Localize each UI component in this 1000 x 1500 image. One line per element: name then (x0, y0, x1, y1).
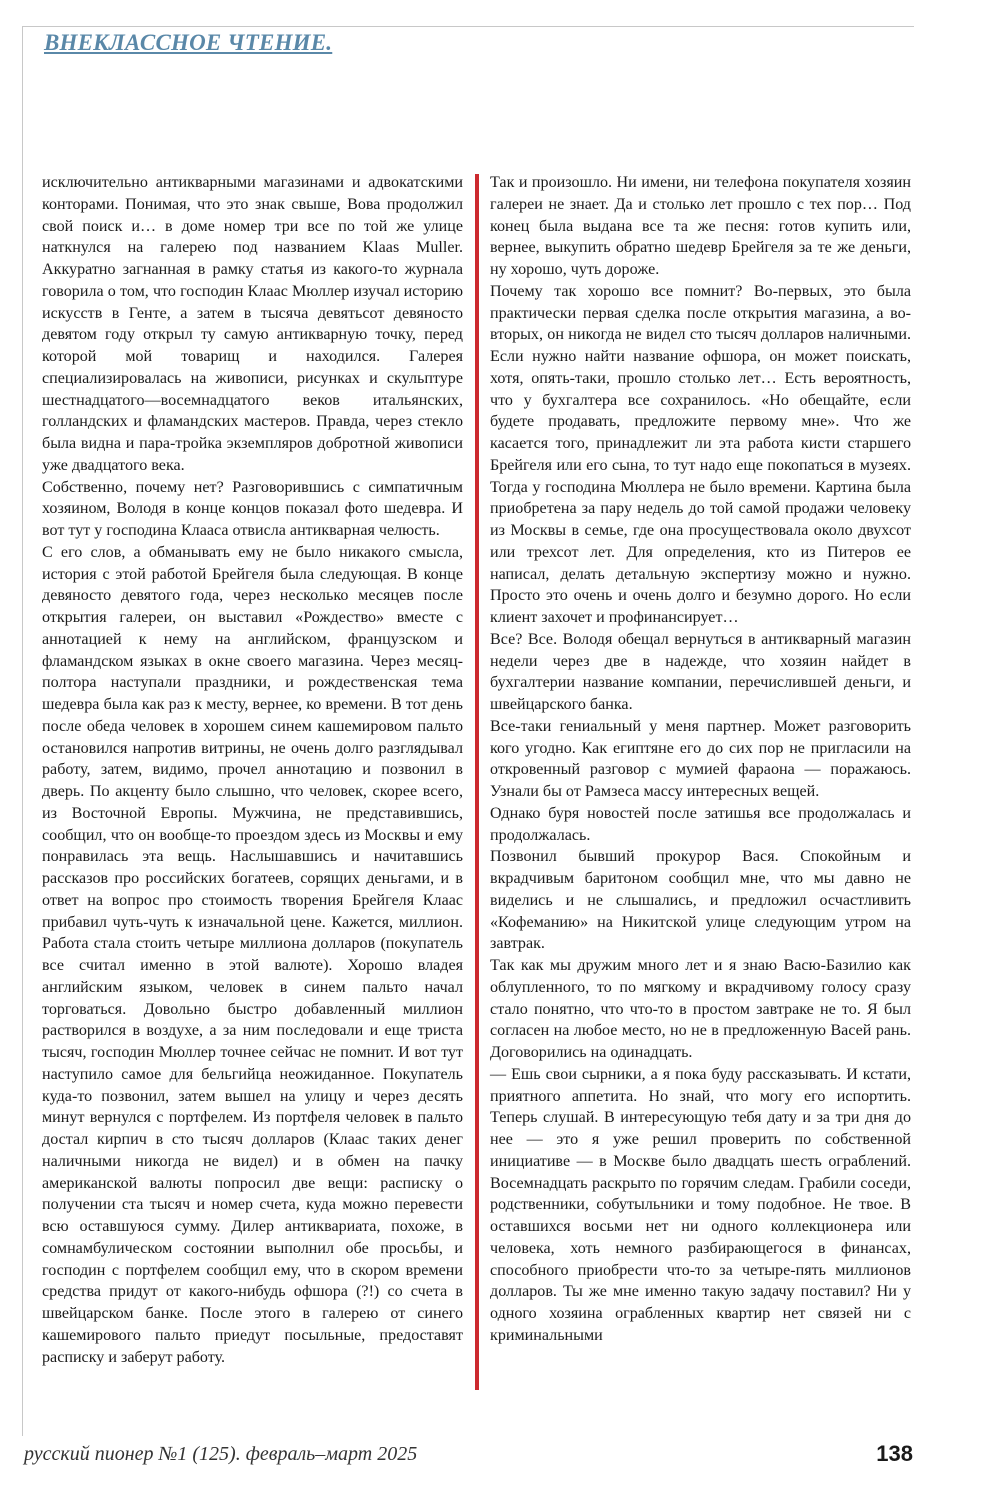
paragraph: Все? Все. Володя обещал вернуться в антикварный магазин недели через две в надежде, что хозяин найдет в бухгалтерии название компании, перечислившей деньги, и швейцарского банка. (490, 630, 911, 713)
paragraph: исключительно антикварными магазинами и адвокатскими конторами. Понимая, что это знак свыше, Вова продолжил свой поиск и… в доме номер три все по той же улице наткнулся на галерею под названием Klaas Muller. Аккуратно загнанная в рамку статья из какого-то журнала говорила о том, что господин Клаас Мюллер изучал историю искусств в Генте, а затем в тысяча девятьсот девяносто девятом году открыл ту самую антикварную точку, перед которой мой товарищ и находился. Галерея специализировалась на живописи, рисунках и скульптуре шестнадцатого—восемнадцатого веков итальянских, голландских и фламандских мастеров. Правда, через стекло была видна и пара-тройка экземпляров добротной живописи уже двадцатого века. (42, 174, 463, 474)
paragraph: Так и произошло. Ни имени, ни телефона покупателя хозяин галереи не знает. Да и столько лет прошло с тех пор… Под конец была выдана все та же песня: готов купить или, вернее, выкупить обратно шедевр Брейгеля за те же деньги, ну хорошо, чуть дороже. (490, 174, 911, 278)
page-frame-top-line (22, 26, 914, 27)
footer-publication-info: русский пионер №1 (125). февраль–март 2025 (24, 1443, 418, 1465)
paragraph: Почему так хорошо все помнит? Во-первых, это была практически первая сделка после открытия магазина, а во-вторых, он никогда не видел сто тысяч долларов наличными. Если нужно найти название офшора, он может поискать, хотя, опять-таки, прошло столько лет… Есть вероятность, что у бухгалтера все сохранилось. «Но обещайте, если будете продавать, предложите первому мне». Что же касается того, принадлежит ли эта работа кисти старшего Брейгеля или его сына, то тут надо еще покопаться в музеях. Тогда у господина Мюллера не было времени. Картина была приобретена за пару недель до той самой продажи человеку из Москвы в семье, где она просуществовала около двухсот или трехсот лет. Для определения, кто из Питеров ее написал, делать детальную экспертизу можно и нужно. Просто это очень и очень долго и безумно дорого. Но если клиент захочет и профинансирует… (490, 282, 911, 626)
page-number: 138 (876, 1441, 913, 1466)
paragraph: Позвонил бывший прокурор Вася. Спокойным и вкрадчивым баритоном сообщил мне, что мы давно не виделись и не слышались, и предложил осчастливить «Кофеманию» на Никитской улице следующим утром на завтрак. (490, 848, 911, 953)
paragraph: Однако буря новостей после затишья все продолжалась и продолжалась. (490, 804, 911, 844)
article-left-column (42, 172, 463, 1368)
paragraph: Собственно, почему нет? Разговорившись с симпатичным хозяином, Володя в конце концов показал фото шедевра. И вот тут у господина Клааса отвисла антикварная челюсть. (42, 478, 463, 539)
article-right-column (490, 172, 911, 1347)
paragraph: Так как мы дружим много лет и я знаю Васю-Базилио как облупленного, то по мягкому и вкрадчивому голосу сразу стало понятно, что что-то в простом завтраке не то. Я был согласен на любое место, но не в предложенную Васей рань. Договорились на одинадцать. (490, 957, 911, 1061)
page-frame-left-line (22, 26, 23, 1436)
paragraph: — Ешь свои сырники, а я пока буду рассказывать. И кстати, приятного аппетита. Но знай, что могу его испортить. Теперь слушай. В интересующую тебя дату и за три дня до нее — это я уже решил проверить по собственной инициативе — в Москве было двадцать шесть ограблений. Восемнадцать раскрыто по горячим следам. Грабили соседи, родственники, собутыльники и тому подобное. Не твое. В оставшихся восьми нет ни одного коллекционера или человека, хоть немного разбирающегося в финансах, способного приобрести что-то за четыре-пять миллионов долларов. Ты же мне именно такую задачу поставил? Ни у одного хозяина ограбленных квартир нет связей ни с криминальными (490, 1065, 911, 1344)
section-title: ВНЕКЛАССНОЕ ЧТЕНИЕ. (44, 30, 333, 55)
column-divider-rule (475, 174, 479, 1390)
paragraph: Все-таки гениальный у меня партнер. Может разговорить кого угодно. Как египтяне его до сих пор не пригласили на откровенный разговор с мумией фараона — поражаюсь. Узнали бы от Рамзеса массу интересных вещей. (490, 717, 911, 800)
paragraph: С его слов, а обманывать ему не было никакого смысла, история с этой работой Брейгеля была следующая. В конце девяносто девятого года, через несколько месяцев после открытия галереи, он выставил «Рождество» вместе с аннотацией к нему на английском, французском и фламандском языках в окне своего магазина. Через месяц-полтора наступали праздники, и рождественская тема шедевра была как раз к месту, вернее, ко времени. В тот день после обеда человек в хорошем синем кашемировом пальто остановился напротив витрины, не очень долго разглядывал работу, затем, видимо, прочел аннотацию и позвонил в дверь. По акценту было слышно, что человек, скорее всего, из Восточной Европы. Мужчина, не представившись, сообщил, что он вообще-то проездом здесь из Москвы и ему понравилась эта вещь. Наслышавшись и начитавшись рассказов про российских богатеев, сорящих деньгами, и в ответ на вопрос про стоимость творения Брейгеля Клаас прибавил чуть-чуть к изначальной цене. Кажется, миллион. Работа стала стоить четыре миллиона долларов (покупатель все считал именно в этой валюте). Хорошо владея английским языком, человек в синем пальто начал торговаться. Довольно быстро добавленный миллион растворился в воздухе, а за ним последовали и еще триста тысяч, господин Мюллер точнее сейчас не помнит. И вот тут наступило самое для бельгийца неожиданное. Покупатель куда-то позвонил, затем вышел на улицу и через десять минут вернулся с портфелем. Из портфеля человек в пальто достал кирпич в сто тысяч долларов (Клаас таких денег наличными никогда не видел) и в обмен на пачку американской валюты попросил две вещи: расписку о получении ста тысяч и номер счета, куда можно перевести всю оставшуюся сумму. Дилер антиквариата, похоже, в сомнамбулическом состоянии выполнил обе просьбы, и господин с портфелем сообщил ему, что в скором времени средства придут от какого-нибудь офшора (?!) со счета в швейцарском банке. После этого в галерею от синего кашемирового пальто приедут посыльные, предоставят расписку и заберут работу. (42, 543, 463, 1366)
